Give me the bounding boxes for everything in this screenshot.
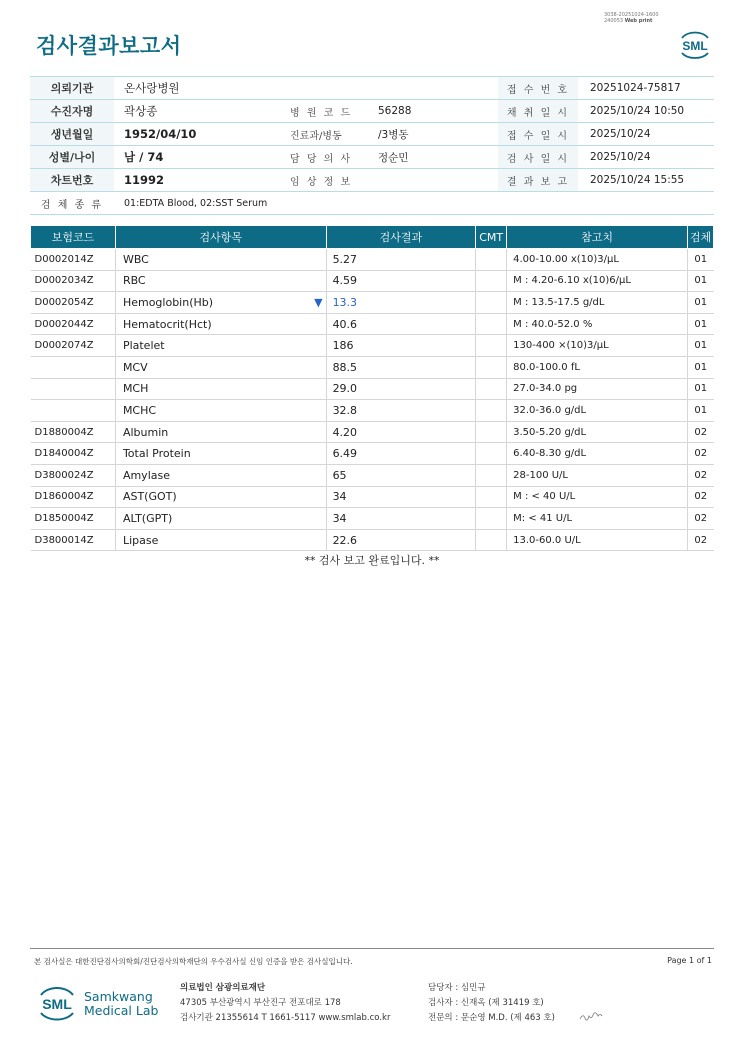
insurance-code: D3800014Z xyxy=(31,529,116,551)
cmt-value xyxy=(476,464,507,486)
org-address: 47305 부산광역시 부산진구 전포대로 178 xyxy=(180,998,341,1008)
sml-logo-icon xyxy=(676,26,714,62)
low-flag-icon: ▼ xyxy=(314,296,323,310)
chart-label: 차트번호 xyxy=(30,169,114,192)
info-row xyxy=(30,169,714,192)
brand-name xyxy=(84,990,158,1018)
results-body xyxy=(31,249,714,551)
patient-label: 수진자명 xyxy=(30,100,114,123)
institution-value: 온사랑병원 xyxy=(114,77,498,100)
institution-label: 의뢰기관 xyxy=(30,77,114,100)
insurance-code: D0002044Z xyxy=(31,313,116,335)
patient-info-table xyxy=(30,76,714,215)
page-number: Page 1 of 1 xyxy=(667,956,712,965)
test-name: Platelet xyxy=(115,335,326,357)
test-name: WBC xyxy=(115,249,326,271)
brand-line1: Samkwang xyxy=(84,989,153,1004)
test-name: Hematocrit(Hct) xyxy=(115,313,326,335)
receipt-no-value: 20251024-75817 xyxy=(578,77,714,100)
receipt-no-label: 접 수 번 호 xyxy=(498,77,578,100)
insurance-code xyxy=(31,378,116,400)
result-row xyxy=(31,421,714,443)
reference-range: 28-100 U/L xyxy=(507,464,688,486)
dept-label: 진료과/병동 xyxy=(282,123,366,146)
reference-range: M : 4.20-6.10 x(10)6/μL xyxy=(507,270,688,292)
info-row xyxy=(30,192,714,215)
web-print-tag: Web print xyxy=(624,18,653,24)
staff-info xyxy=(428,981,555,1026)
insurance-code: D1840004Z xyxy=(31,443,116,465)
reference-range: 6.40-8.30 g/dL xyxy=(507,443,688,465)
dept-value: /3병동 xyxy=(366,123,498,146)
doctor-value: 정순민 xyxy=(366,146,498,169)
result-value: 5.27 xyxy=(326,249,476,271)
test-name: Total Protein xyxy=(115,443,326,465)
test-name: RBC xyxy=(115,270,326,292)
insurance-code: D3800024Z xyxy=(31,464,116,486)
receive-value: 2025/10/24 xyxy=(578,123,714,146)
specimen-label: 검 체 종 류 xyxy=(30,192,114,215)
cmt-value xyxy=(476,270,507,292)
clinical-value xyxy=(366,169,498,192)
footer-divider xyxy=(30,948,714,949)
info-row xyxy=(30,100,714,123)
cmt-value xyxy=(476,529,507,551)
reference-range: 27.0-34.0 pg xyxy=(507,378,688,400)
reference-range: 130-400 ×(10)3/μL xyxy=(507,335,688,357)
org-name: 의료법인 삼광의료재단 xyxy=(180,983,266,993)
specimen-code: 01 xyxy=(687,270,713,292)
result-value: 29.0 xyxy=(326,378,476,400)
signature-icon xyxy=(578,1011,604,1023)
test-name: Albumin xyxy=(115,421,326,443)
col-cmt: CMT xyxy=(476,226,507,249)
sex-age-label: 성별/나이 xyxy=(30,146,114,169)
info-row xyxy=(30,77,714,100)
cmt-value xyxy=(476,443,507,465)
result-row xyxy=(31,464,714,486)
col-specimen: 검체 xyxy=(687,226,713,249)
test-name: Lipase xyxy=(115,529,326,551)
specimen-code: 02 xyxy=(687,464,713,486)
result-value: 4.59 xyxy=(326,270,476,292)
dob-label: 생년월일 xyxy=(30,123,114,146)
specimen-code: 01 xyxy=(687,313,713,335)
org-contact: 검사기관 21355614 T 1661-5117 www.smlab.co.kr xyxy=(180,1013,391,1023)
report-title: 검사결과보고서 xyxy=(36,34,182,58)
insurance-code xyxy=(31,356,116,378)
print-code xyxy=(604,12,659,24)
reference-range: M : 13.5-17.5 g/dL xyxy=(507,292,688,314)
reference-range: 80.0-100.0 fL xyxy=(507,356,688,378)
specimen-code: 02 xyxy=(687,421,713,443)
specimen-code: 01 xyxy=(687,335,713,357)
specialist: 전문의 : 문순영 M.D. (제 463 호) xyxy=(428,1013,555,1023)
brand-line2: Medical Lab xyxy=(84,1003,159,1018)
sml-footer-logo-icon xyxy=(34,980,80,1024)
result-row xyxy=(31,443,714,465)
result-row xyxy=(31,529,714,551)
print-code-line2: 240053 Web print xyxy=(604,18,653,24)
result-value: 40.6 xyxy=(326,313,476,335)
test-name: Amylase xyxy=(115,464,326,486)
col-insurance-code: 보험코드 xyxy=(31,226,116,249)
specimen-code: 01 xyxy=(687,249,713,271)
sml-logo-text: SML xyxy=(682,39,708,53)
specimen-code: 02 xyxy=(687,443,713,465)
col-reference: 참고치 xyxy=(507,226,688,249)
cmt-value xyxy=(476,421,507,443)
organization-info xyxy=(180,981,390,1026)
specimen-code: 01 xyxy=(687,400,713,422)
reference-range: 32.0-36.0 g/dL xyxy=(507,400,688,422)
completion-note: ** 검사 보고 완료입니다. ** xyxy=(304,554,440,567)
patient-value: 곽상종 xyxy=(114,100,282,123)
cmt-value xyxy=(476,292,507,314)
cmt-value xyxy=(476,356,507,378)
result-row xyxy=(31,292,714,314)
insurance-code: D0002014Z xyxy=(31,249,116,271)
test-name: AST(GOT) xyxy=(115,486,326,508)
specimen-code: 02 xyxy=(687,508,713,530)
insurance-code xyxy=(31,400,116,422)
result-value: 22.6 xyxy=(326,529,476,551)
staff-in-charge: 담당자 : 심민규 xyxy=(428,983,486,993)
result-row xyxy=(31,486,714,508)
insurance-code: D0002034Z xyxy=(31,270,116,292)
specimen-value: 01:EDTA Blood, 02:SST Serum xyxy=(114,192,714,215)
col-result: 검사결과 xyxy=(326,226,476,249)
reference-range: 4.00-10.00 x(10)3/μL xyxy=(507,249,688,271)
specimen-code: 02 xyxy=(687,529,713,551)
cmt-value xyxy=(476,335,507,357)
result-row xyxy=(31,335,714,357)
insurance-code: D0002074Z xyxy=(31,335,116,357)
doctor-label: 담 당 의 사 xyxy=(282,146,366,169)
info-row xyxy=(30,146,714,169)
chart-value: 11992 xyxy=(114,169,282,192)
specimen-code: 02 xyxy=(687,486,713,508)
result-value: 186 xyxy=(326,335,476,357)
result-value: 88.5 xyxy=(326,356,476,378)
clinical-label: 임 상 정 보 xyxy=(282,169,366,192)
reference-range: M : 40.0-52.0 % xyxy=(507,313,688,335)
test-name: MCHC xyxy=(115,400,326,422)
insurance-code: D1850004Z xyxy=(31,508,116,530)
print-code-line1: 3038-20251024-1600 xyxy=(604,12,659,18)
collect-label: 채 취 일 시 xyxy=(498,100,578,123)
result-row xyxy=(31,378,714,400)
result-value: 4.20 xyxy=(326,421,476,443)
test-date-label: 검 사 일 시 xyxy=(498,146,578,169)
result-row xyxy=(31,508,714,530)
result-row xyxy=(31,249,714,271)
hospital-code-value: 56288 xyxy=(366,100,498,123)
result-value: 34 xyxy=(326,486,476,508)
result-row xyxy=(31,313,714,335)
col-test-item: 검사항목 xyxy=(115,226,326,249)
cmt-value xyxy=(476,378,507,400)
receive-label: 접 수 일 시 xyxy=(498,123,578,146)
result-value: 6.49 xyxy=(326,443,476,465)
sml-footer-logo-text: SML xyxy=(42,996,72,1012)
result-value: 65 xyxy=(326,464,476,486)
result-value: 13.3 xyxy=(326,292,476,314)
cmt-value xyxy=(476,486,507,508)
result-value: 34 xyxy=(326,508,476,530)
test-name xyxy=(115,292,326,314)
result-value: 32.8 xyxy=(326,400,476,422)
insurance-code: D0002054Z xyxy=(31,292,116,314)
cmt-value xyxy=(476,400,507,422)
collect-value: 2025/10/24 10:50 xyxy=(578,100,714,123)
reference-range: 3.50-5.20 g/dL xyxy=(507,421,688,443)
specimen-code: 01 xyxy=(687,378,713,400)
test-date-value: 2025/10/24 xyxy=(578,146,714,169)
tester: 검사자 : 신재옥 (제 31419 호) xyxy=(428,998,544,1008)
results-header xyxy=(31,226,714,249)
reference-range: M : < 40 U/L xyxy=(507,486,688,508)
cmt-value xyxy=(476,313,507,335)
certification-note: 본 검사실은 대한진단검사의학회/진단검사의학재단의 우수검사실 신임 인증을 받은 검사실입니다. xyxy=(34,957,353,966)
info-row xyxy=(30,123,714,146)
sex-age-value: 남 / 74 xyxy=(114,146,282,169)
cmt-value xyxy=(476,249,507,271)
test-name: MCH xyxy=(115,378,326,400)
test-name-text: Hemoglobin(Hb) xyxy=(122,295,214,309)
hospital-code-label: 병 원 코 드 xyxy=(282,100,366,123)
report-value: 2025/10/24 15:55 xyxy=(578,169,714,192)
reference-range: 13.0-60.0 U/L xyxy=(507,529,688,551)
specimen-code: 01 xyxy=(687,356,713,378)
insurance-code: D1860004Z xyxy=(31,486,116,508)
result-row xyxy=(31,400,714,422)
test-name: MCV xyxy=(115,356,326,378)
test-name: ALT(GPT) xyxy=(115,508,326,530)
report-label: 결 과 보 고 xyxy=(498,169,578,192)
reference-range: M: < 41 U/L xyxy=(507,508,688,530)
results-table xyxy=(30,225,714,551)
cmt-value xyxy=(476,508,507,530)
insurance-code: D1880004Z xyxy=(31,421,116,443)
result-row xyxy=(31,356,714,378)
dob-value: 1952/04/10 xyxy=(114,123,282,146)
specimen-code: 01 xyxy=(687,292,713,314)
result-row xyxy=(31,270,714,292)
